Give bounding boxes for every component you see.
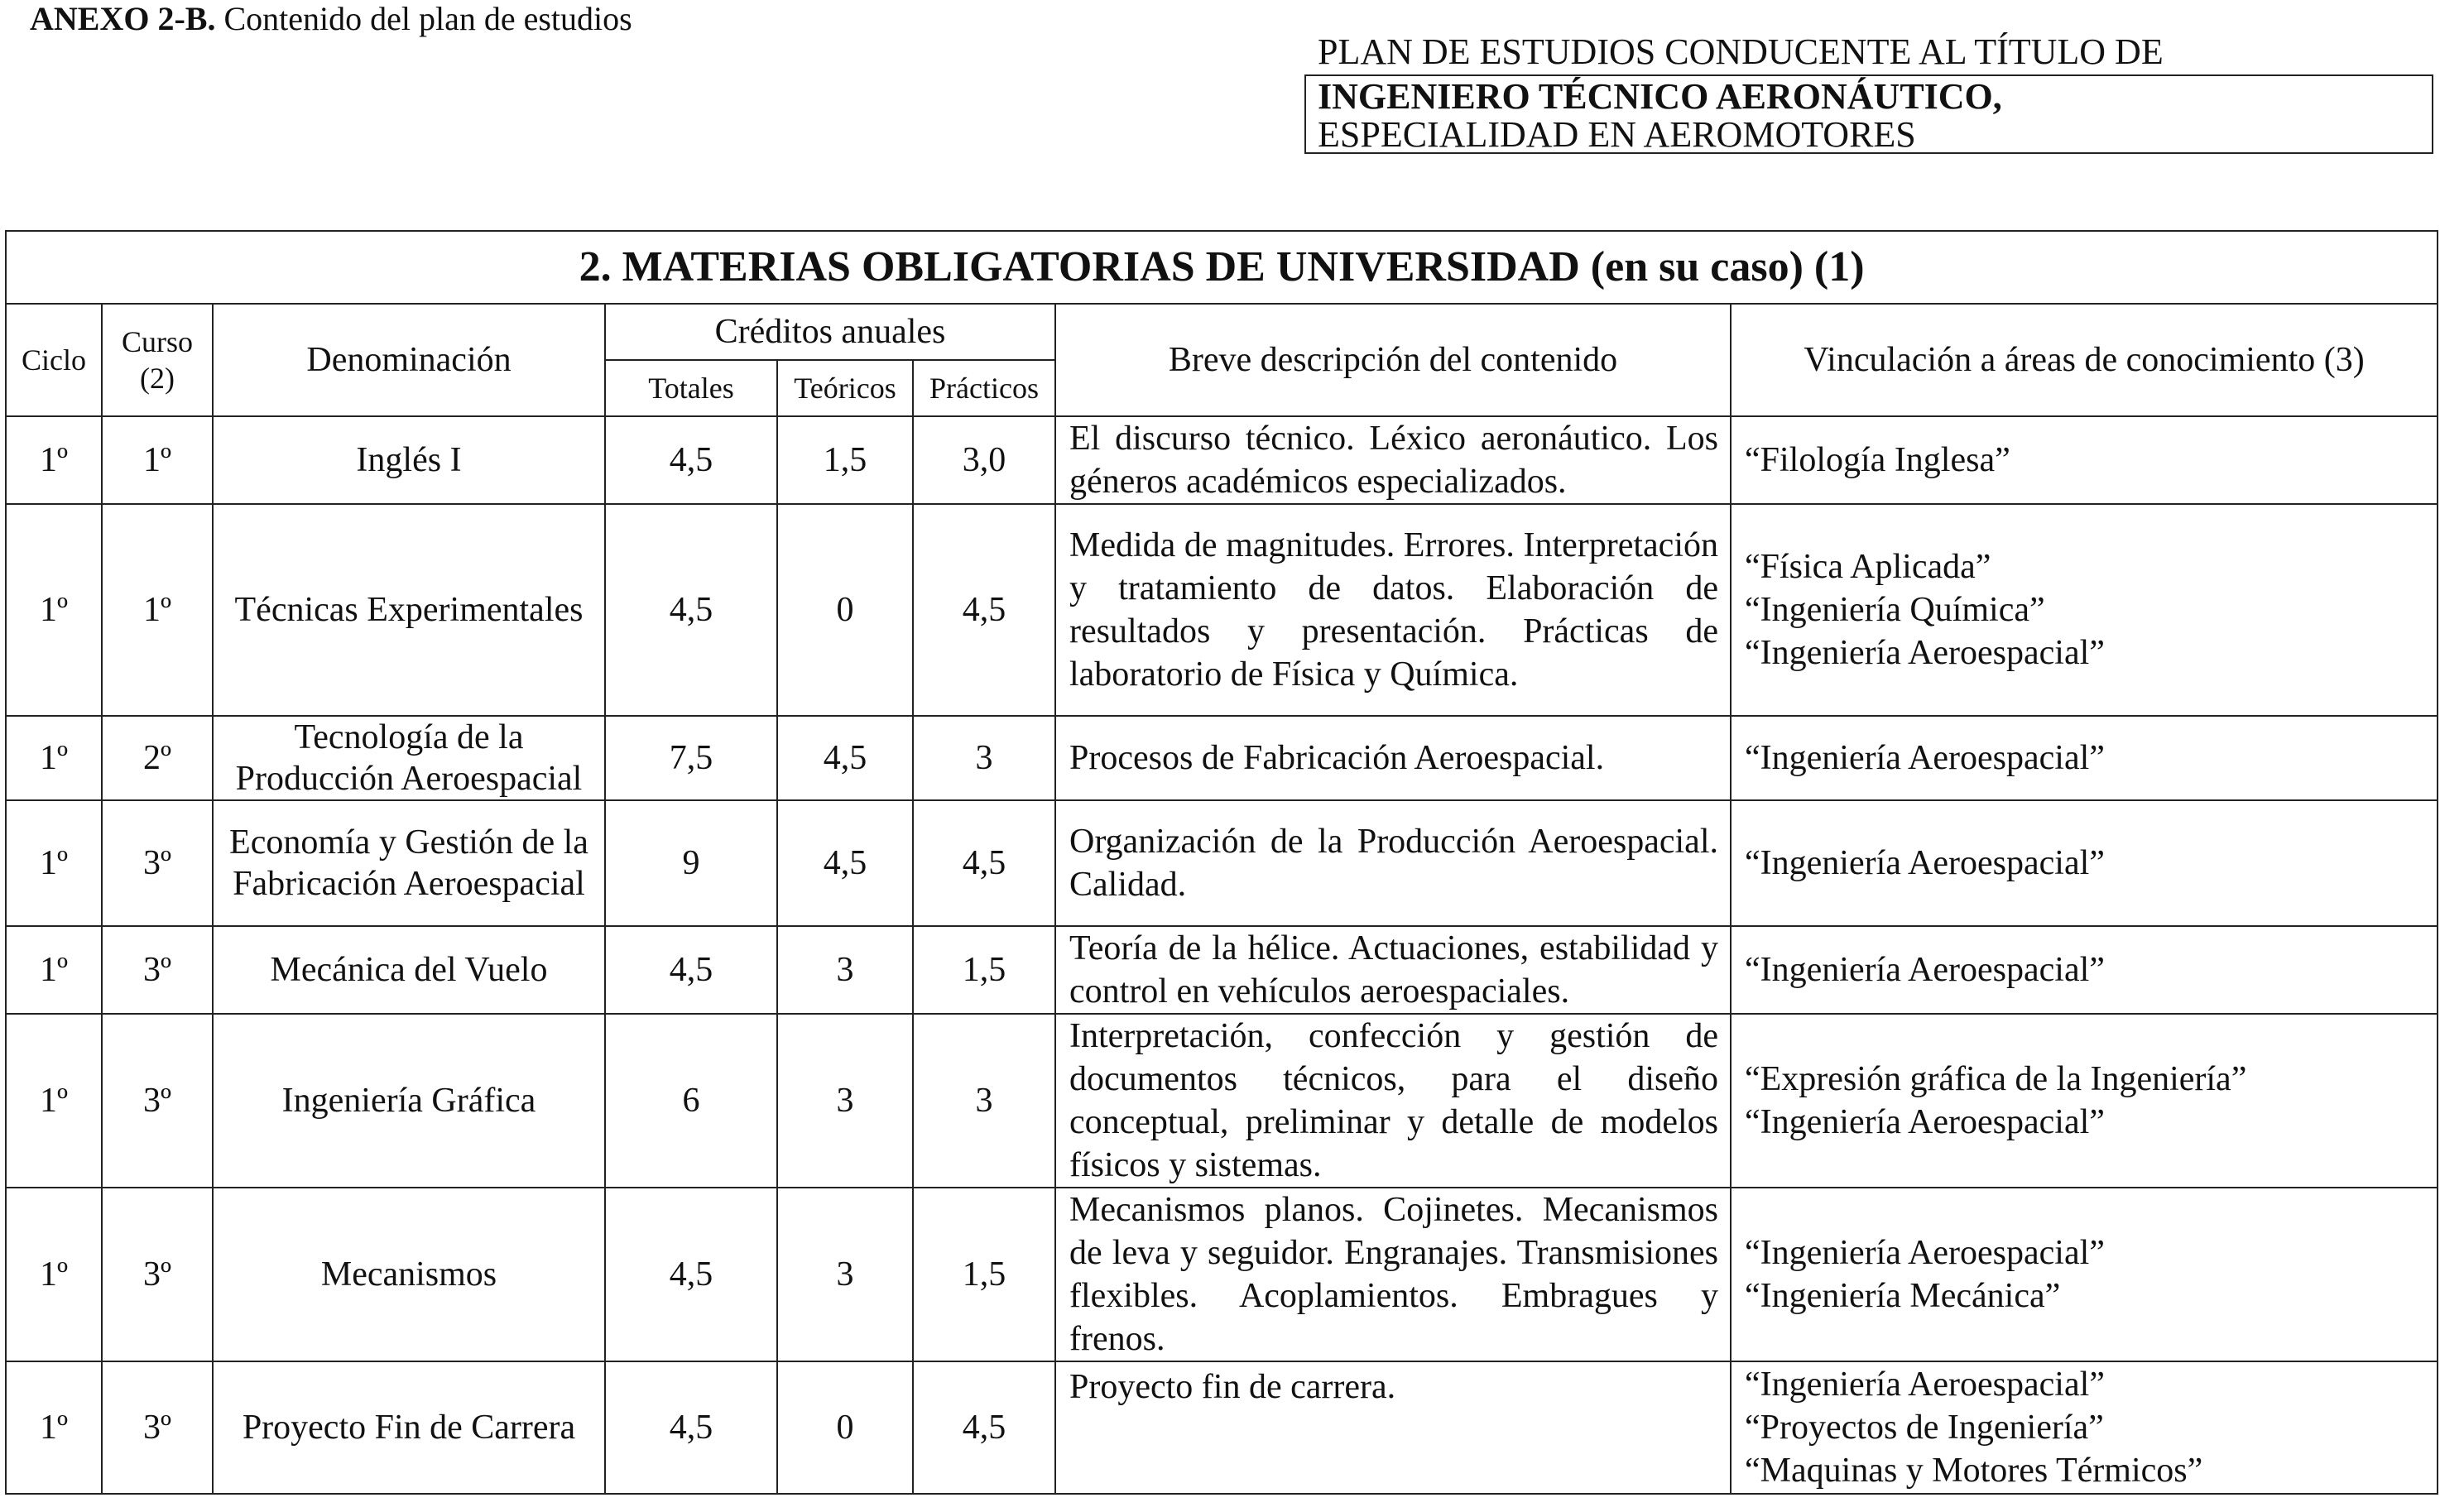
cell-teoricos: 4,5 bbox=[777, 800, 913, 926]
cell-ciclo: 1º bbox=[6, 416, 102, 504]
col-header-denominacion: Denominación bbox=[213, 304, 605, 416]
cell-teoricos: 3 bbox=[777, 1014, 913, 1188]
cell-denominacion: Tecnología de la Producción Aeroespacial bbox=[213, 716, 605, 800]
cell-totales: 4,5 bbox=[605, 504, 777, 716]
degree-name: INGENIERO TÉCNICO AERONÁUTICO, bbox=[1318, 76, 2002, 117]
col-header-teoricos: Teóricos bbox=[777, 360, 913, 416]
cell-ciclo: 1º bbox=[6, 926, 102, 1014]
area-item: “Filología Inglesa” bbox=[1745, 441, 2010, 479]
area-item: “Ingeniería Aeroespacial” bbox=[1745, 1366, 2105, 1404]
area-item: “Ingeniería Aeroespacial” bbox=[1745, 1103, 2105, 1141]
cell-descripcion: El discurso técnico. Léxico aeronáutico. Los géneros académicos especializados. bbox=[1055, 416, 1731, 504]
area-item: “Ingeniería Mecánica” bbox=[1745, 1277, 2061, 1315]
cell-curso: 3º bbox=[102, 1361, 213, 1494]
table-row bbox=[6, 1188, 2438, 1361]
area-item: “Ingeniería Aeroespacial” bbox=[1745, 739, 2105, 777]
col-header-practicos: Prácticos bbox=[913, 360, 1055, 416]
cell-descripcion: Mecanismos planos. Cojinetes. Mecanismos de leva y seguidor. Engranajes. Transmisiones flexibles. Acoplamientos. Embragues y frenos. bbox=[1055, 1188, 1731, 1361]
cell-curso: 3º bbox=[102, 1014, 213, 1188]
annex-label: ANEXO 2-B. bbox=[30, 0, 216, 37]
table-row bbox=[6, 504, 2438, 716]
table-row bbox=[6, 416, 2438, 504]
cell-areas bbox=[1731, 1014, 2438, 1188]
cell-areas bbox=[1731, 800, 2438, 926]
cell-denominacion: Mecanismos bbox=[213, 1188, 605, 1361]
area-item: “Ingeniería Química” bbox=[1745, 591, 2045, 629]
cell-denominacion: Economía y Gestión de la Fabricación Aeroespacial bbox=[213, 800, 605, 926]
area-item: “Maquinas y Motores Térmicos” bbox=[1745, 1452, 2203, 1490]
cell-descripcion: Teoría de la hélice. Actuaciones, estabilidad y control en vehículos aeroespaciales. bbox=[1055, 926, 1731, 1014]
table-row bbox=[6, 716, 2438, 800]
col-header-creditos: Créditos anuales bbox=[605, 304, 1055, 360]
col-header-vinculacion: Vinculación a áreas de conocimiento (3) bbox=[1731, 304, 2438, 416]
cell-ciclo: 1º bbox=[6, 504, 102, 716]
plan-heading: PLAN DE ESTUDIOS CONDUCENTE AL TÍTULO DE bbox=[1318, 31, 2164, 72]
area-item: “Expresión gráfica de la Ingeniería” bbox=[1745, 1060, 2247, 1098]
cell-areas bbox=[1731, 926, 2438, 1014]
area-item: “Proyectos de Ingeniería” bbox=[1745, 1409, 2104, 1447]
cell-areas bbox=[1731, 716, 2438, 800]
cell-denominacion: Proyecto Fin de Carrera bbox=[213, 1361, 605, 1494]
annex-title: Contenido del plan de estudios bbox=[223, 0, 632, 37]
cell-practicos: 3,0 bbox=[913, 416, 1055, 504]
cell-denominacion: Ingeniería Gráfica bbox=[213, 1014, 605, 1188]
cell-curso: 3º bbox=[102, 1188, 213, 1361]
cell-ciclo: 1º bbox=[6, 800, 102, 926]
cell-teoricos: 4,5 bbox=[777, 716, 913, 800]
subjects-table bbox=[5, 230, 2438, 1495]
cell-teoricos: 0 bbox=[777, 1361, 913, 1494]
col-header-curso-label: Curso bbox=[121, 325, 193, 358]
col-header-totales: Totales bbox=[605, 360, 777, 416]
cell-descripcion: Procesos de Fabricación Aeroespacial. bbox=[1055, 716, 1731, 800]
cell-curso: 3º bbox=[102, 800, 213, 926]
cell-descripcion: Medida de magnitudes. Errores. Interpretación y tratamiento de datos. Elaboración de resultados y presentación. Prácticas de laboratorio de Física y Química. bbox=[1055, 504, 1731, 716]
cell-ciclo: 1º bbox=[6, 1188, 102, 1361]
area-item: “Ingeniería Aeroespacial” bbox=[1745, 844, 2105, 882]
area-item: “Ingeniería Aeroespacial” bbox=[1745, 634, 2105, 672]
cell-curso: 1º bbox=[102, 504, 213, 716]
table-row bbox=[6, 1014, 2438, 1188]
table-title: 2. MATERIAS OBLIGATORIAS DE UNIVERSIDAD (en su caso) (1) bbox=[6, 231, 2438, 304]
cell-practicos: 4,5 bbox=[913, 1361, 1055, 1494]
col-header-curso-note: (2) bbox=[140, 362, 175, 395]
cell-totales: 9 bbox=[605, 800, 777, 926]
cell-teoricos: 0 bbox=[777, 504, 913, 716]
degree-specialty: ESPECIALIDAD EN AEROMOTORES bbox=[1318, 114, 1916, 155]
table-row bbox=[6, 926, 2438, 1014]
col-header-curso bbox=[102, 304, 213, 416]
table-row bbox=[6, 1361, 2438, 1494]
cell-teoricos: 3 bbox=[777, 926, 913, 1014]
cell-totales: 4,5 bbox=[605, 926, 777, 1014]
cell-denominacion: Técnicas Experimentales bbox=[213, 504, 605, 716]
cell-totales: 4,5 bbox=[605, 416, 777, 504]
cell-practicos: 1,5 bbox=[913, 1188, 1055, 1361]
cell-areas bbox=[1731, 504, 2438, 716]
cell-denominacion: Inglés I bbox=[213, 416, 605, 504]
cell-curso: 3º bbox=[102, 926, 213, 1014]
cell-curso: 2º bbox=[102, 716, 213, 800]
cell-areas bbox=[1731, 1361, 2438, 1494]
cell-teoricos: 3 bbox=[777, 1188, 913, 1361]
cell-totales: 4,5 bbox=[605, 1361, 777, 1494]
cell-totales: 7,5 bbox=[605, 716, 777, 800]
cell-practicos: 3 bbox=[913, 1014, 1055, 1188]
area-item: “Ingeniería Aeroespacial” bbox=[1745, 951, 2105, 989]
cell-denominacion: Mecánica del Vuelo bbox=[213, 926, 605, 1014]
cell-teoricos: 1,5 bbox=[777, 416, 913, 504]
cell-descripcion: Proyecto fin de carrera. bbox=[1055, 1361, 1731, 1494]
cell-descripcion: Interpretación, confección y gestión de documentos técnicos, para el diseño conceptual, preliminar y detalle de modelos físicos y sistemas. bbox=[1055, 1014, 1731, 1188]
cell-practicos: 1,5 bbox=[913, 926, 1055, 1014]
area-item: “Ingeniería Aeroespacial” bbox=[1745, 1234, 2105, 1272]
degree-box bbox=[1304, 74, 2433, 154]
cell-areas bbox=[1731, 1188, 2438, 1361]
cell-totales: 6 bbox=[605, 1014, 777, 1188]
cell-practicos: 3 bbox=[913, 716, 1055, 800]
cell-descripcion: Organización de la Producción Aeroespacial. Calidad. bbox=[1055, 800, 1731, 926]
cell-practicos: 4,5 bbox=[913, 504, 1055, 716]
cell-ciclo: 1º bbox=[6, 716, 102, 800]
cell-areas bbox=[1731, 416, 2438, 504]
cell-curso: 1º bbox=[102, 416, 213, 504]
cell-ciclo: 1º bbox=[6, 1014, 102, 1188]
col-header-descripcion: Breve descripción del contenido bbox=[1055, 304, 1731, 416]
cell-ciclo: 1º bbox=[6, 1361, 102, 1494]
col-header-ciclo: Ciclo bbox=[6, 304, 102, 416]
annex-heading bbox=[30, 0, 632, 38]
cell-totales: 4,5 bbox=[605, 1188, 777, 1361]
table-row bbox=[6, 800, 2438, 926]
cell-practicos: 4,5 bbox=[913, 800, 1055, 926]
area-item: “Física Aplicada” bbox=[1745, 548, 1991, 586]
